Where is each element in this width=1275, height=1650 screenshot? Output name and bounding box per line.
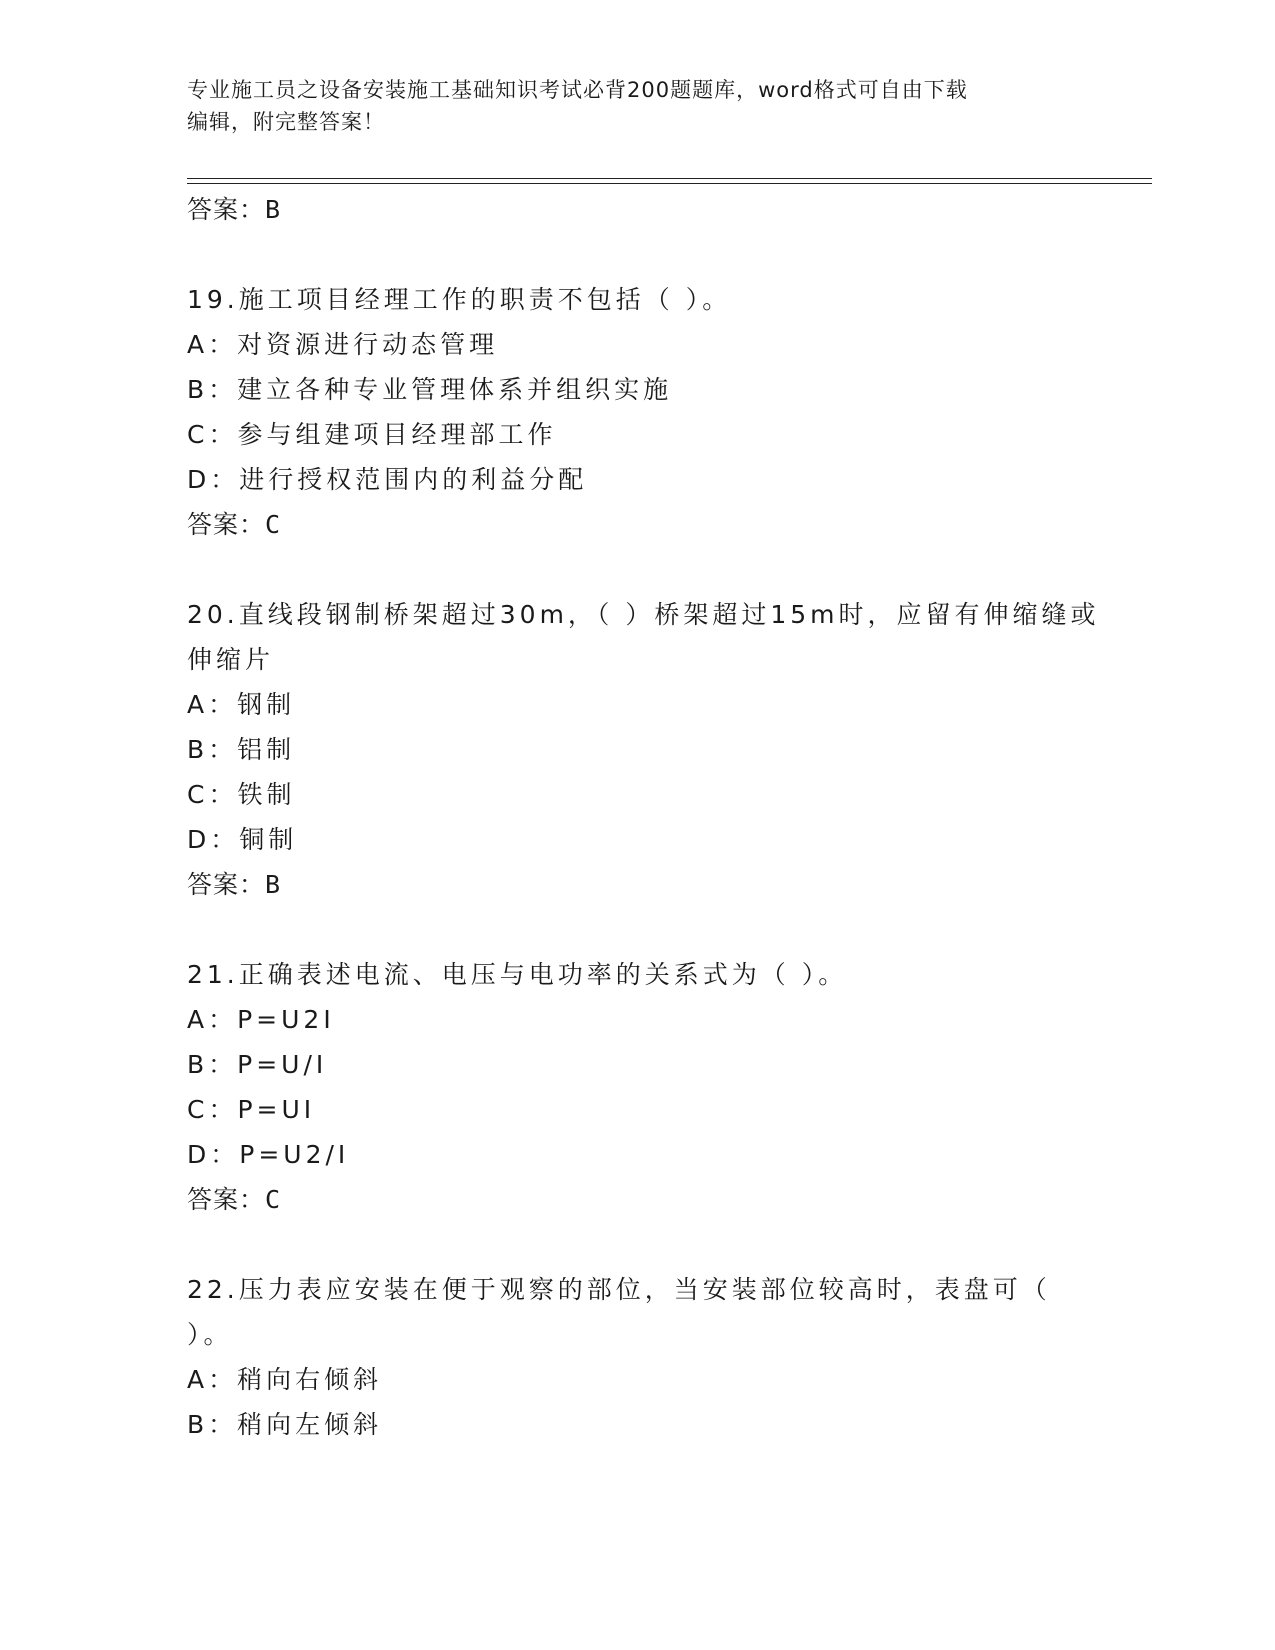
question-20-option-c: C：铁制 [187, 780, 296, 809]
header-divider-bottom [187, 183, 1152, 184]
question-21-option-a: A：P=U2I [187, 1005, 335, 1034]
question-22-option-a: A：稍向右倾斜 [187, 1365, 383, 1394]
question-19-option-d: D：进行授权范围内的利益分配 [187, 465, 588, 494]
document-header [187, 74, 1087, 138]
header-divider-top [187, 178, 1152, 179]
header-line-1: 专业施工员之设备安装施工基础知识考试必背200题题库，word格式可自由下载 [187, 78, 968, 102]
question-21-stem: 21.正确表述电流、电压与电功率的关系式为（ ）。 [187, 960, 848, 989]
question-20-option-b: B：铝制 [187, 735, 296, 764]
question-19-answer: 答案：C [187, 510, 282, 539]
question-20-stem: 20.直线段钢制桥架超过30m，（ ）桥架超过15m时，应留有伸缩缝或 [187, 600, 1100, 629]
previous-answer: 答案：B [187, 195, 282, 224]
question-21-answer: 答案：C [187, 1185, 282, 1214]
question-22-stem: 22.压力表应安装在便于观察的部位，当安装部位较高时，表盘可（ [187, 1275, 1051, 1304]
question-19-option-b: B：建立各种专业管理体系并组织实施 [187, 375, 673, 404]
question-19-stem: 19.施工项目经理工作的职责不包括（ ）。 [187, 285, 732, 314]
question-22-stem-cont: ）。 [187, 1320, 233, 1349]
question-20-option-d: D：铜制 [187, 825, 298, 854]
question-20-option-a: A：钢制 [187, 690, 296, 719]
question-20-stem-cont: 伸缩片 [187, 645, 275, 674]
question-19-option-c: C：参与组建项目经理部工作 [187, 420, 557, 449]
question-21-option-b: B：P=U/I [187, 1050, 328, 1079]
question-21-option-d: D：P=U2/I [187, 1140, 350, 1169]
header-line-2: 编辑，附完整答案！ [187, 110, 385, 134]
question-21-option-c: C：P=UI [187, 1095, 316, 1124]
question-22-option-b: B：稍向左倾斜 [187, 1410, 383, 1439]
question-19-option-a: A：对资源进行动态管理 [187, 330, 499, 359]
question-20-answer: 答案：B [187, 870, 282, 899]
